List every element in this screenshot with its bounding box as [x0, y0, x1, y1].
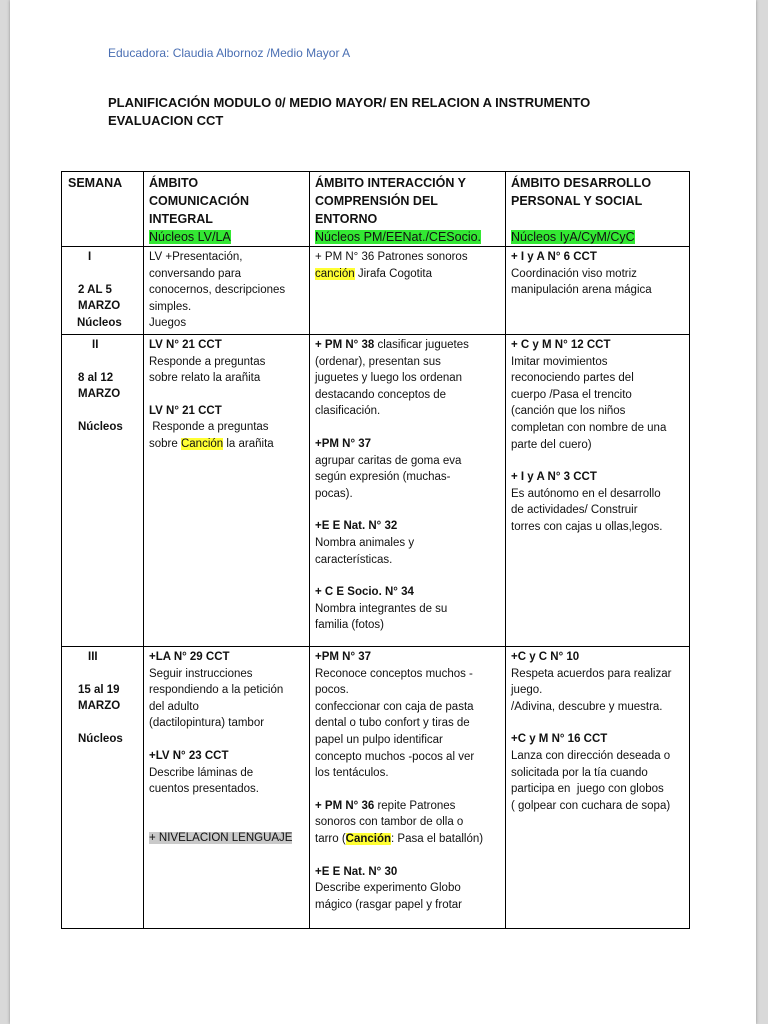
activity-text: papel un pulpo identificar — [315, 733, 443, 746]
activity-text: cuerpo /Pasa el trencito — [511, 388, 632, 401]
activity-text: Responde a preguntas — [149, 421, 269, 434]
header-desarrollo — [506, 172, 690, 247]
week-number: III — [88, 651, 98, 663]
week-number: I — [88, 251, 92, 263]
activity-text: Describe experimento Globo — [315, 882, 461, 895]
activity-text: repite Patrones — [374, 799, 456, 812]
comunicacion-cell — [144, 647, 310, 929]
activity-text: manipulación arena mágica — [511, 284, 652, 297]
comunicacion-cell — [144, 247, 310, 335]
activity-text: participa en juego con globos — [511, 783, 664, 796]
week-nucleos: Núcleos — [77, 316, 122, 329]
table-header-row — [62, 172, 690, 247]
nucleos-highlight: Núcleos PM/EENat./CESocio. — [315, 230, 482, 244]
header-semana — [62, 172, 144, 247]
activity-text: Lanza con dirección deseada o — [511, 749, 671, 762]
week-nucleos: Núcleos — [78, 420, 123, 433]
activity-text: clasificación. — [315, 405, 381, 418]
activity-text: (dactilopintura) tambor — [149, 717, 265, 730]
document-page — [10, 0, 756, 1024]
activity-code: +E E Nat. N° 30 — [315, 865, 398, 878]
header-text: ENTORNO — [315, 212, 378, 226]
activity-text: según expresión (muchas- — [315, 471, 451, 484]
activity-text: Reconoce conceptos muchos - — [315, 667, 473, 680]
interaccion-cell — [310, 647, 506, 929]
activity-code: +PM N° 37 — [315, 651, 372, 663]
week-month: MARZO — [78, 300, 121, 313]
activity-text: Seguir instrucciones — [149, 667, 253, 680]
activity-code: +LV N° 23 CCT — [149, 749, 229, 762]
activity-code: LV N° 21 CCT — [149, 404, 222, 417]
activity-text: Imitar movimientos — [511, 355, 608, 368]
header-semana-label: SEMANA — [68, 176, 123, 190]
activity-text: agrupar caritas de goma eva — [315, 454, 462, 467]
desarrollo-cell — [506, 647, 690, 929]
activity-text: destacando conceptos de — [315, 388, 447, 401]
activity-code: + C y M N° 12 CCT — [511, 339, 611, 351]
activity-text: sonoros con tambor de olla o — [315, 816, 464, 829]
activity-text: respondiendo a la petición — [149, 684, 284, 697]
header-text: COMPRENSIÓN DEL — [315, 194, 438, 208]
activity-text: la arañita — [223, 437, 274, 450]
header-text: INTEGRAL — [149, 212, 213, 226]
activity-text: : Pasa el batallón) — [391, 832, 484, 845]
desarrollo-cell — [506, 247, 690, 335]
activity-code: + I y A N° 6 CCT — [511, 251, 597, 263]
activity-code: + C E Socio. N° 34 — [315, 586, 414, 599]
activity-text: juego. — [511, 684, 543, 697]
header-text: ÁMBITO — [149, 176, 199, 190]
week-cell — [62, 247, 144, 335]
activity-text: sobre relato la arañita — [149, 372, 261, 385]
week-nucleos: Núcleos — [78, 732, 123, 745]
activity-code: + PM N° 38 — [315, 339, 375, 351]
activity-text: conversando para — [149, 267, 242, 280]
activity-text: clasificar juguetes — [374, 339, 469, 351]
week-dates: 15 al 19 — [78, 683, 120, 696]
header-text: ÁMBITO DESARROLLO — [511, 176, 652, 190]
activity-code: LV N° 21 CCT — [149, 339, 222, 351]
activity-text: de actividades/ Construir — [511, 504, 638, 517]
activity-text: Coordinación viso motriz — [511, 267, 637, 280]
header-interaccion — [310, 172, 506, 247]
activity-code: + PM N° 36 — [315, 799, 375, 812]
activity-code: +C y M N° 16 CCT — [511, 733, 608, 746]
week-month: MARZO — [78, 388, 121, 401]
activity-text: Juegos — [149, 317, 187, 330]
nucleos-highlight: Núcleos LV/LA — [149, 230, 231, 244]
activity-text: tarro ( — [315, 832, 346, 845]
activity-text: juguetes y luego los ordenan — [315, 372, 463, 385]
activity-text: Nombra animales y — [315, 536, 415, 549]
activity-code: +E E Nat. N° 32 — [315, 520, 398, 533]
activity-text: Es autónomo en el desarrollo — [511, 487, 661, 500]
activity-text: parte del cuero) — [511, 438, 592, 451]
cancion-highlight: Canción — [345, 832, 392, 845]
activity-text: características. — [315, 553, 393, 566]
table-row — [62, 247, 690, 335]
planning-table — [61, 171, 690, 929]
week-number: II — [92, 339, 99, 351]
educadora-line: Educadora: Claudia Albornoz /Medio Mayor A — [108, 46, 351, 60]
activity-text: pocos. — [315, 684, 349, 697]
week-dates: 8 al 12 — [78, 371, 114, 384]
activity-text: mágico (rasgar papel y frotar — [315, 898, 463, 911]
activity-text: sobre — [149, 437, 181, 450]
cancion-highlight: Canción — [180, 437, 224, 450]
activity-text: concepto muchos -pocos al ver — [315, 750, 475, 763]
activity-text: familia (fotos) — [315, 619, 385, 632]
header-comunicacion — [144, 172, 310, 247]
activity-code: +LA N° 29 CCT — [149, 651, 230, 663]
activity-code: +PM N° 37 — [315, 437, 372, 450]
activity-text: (canción que los niños — [511, 405, 626, 418]
activity-text: LV +Presentación, — [149, 251, 243, 263]
activity-text: ( golpear con cuchara de sopa) — [511, 799, 671, 812]
activity-text: Respeta acuerdos para realizar — [511, 667, 672, 680]
week-dates: 2 AL 5 — [78, 283, 112, 296]
activity-text: confeccionar con caja de pasta — [315, 700, 474, 713]
nucleos-highlight: Núcleos IyA/CyM/CyC — [511, 230, 635, 244]
activity-text: torres con cajas u ollas,legos. — [511, 520, 663, 533]
table-row — [62, 647, 690, 929]
title-line-2: EVALUACION CCT — [108, 113, 224, 128]
activity-text: Jirafa Cogotita — [354, 267, 432, 280]
activity-text: dental o tubo confort y tiras de — [315, 717, 470, 730]
activity-text: Nombra integrantes de su — [315, 602, 448, 615]
activity-text: simples. — [149, 300, 192, 313]
activity-text: conocernos, descripciones — [149, 284, 286, 297]
activity-text: (ordenar), presentan sus — [315, 355, 441, 368]
week-month: MARZO — [78, 700, 121, 713]
activity-text: los tentáculos. — [315, 767, 389, 780]
interaccion-cell — [310, 335, 506, 647]
desarrollo-cell — [506, 335, 690, 647]
activity-code: + I y A N° 3 CCT — [511, 471, 597, 484]
activity-text: reconociendo partes del — [511, 372, 634, 385]
activity-text: cuentos presentados. — [149, 783, 259, 796]
cancion-highlight: canción — [315, 267, 355, 280]
week-cell — [62, 335, 144, 647]
activity-text: solicitada por la tía cuando — [511, 766, 648, 779]
interaccion-cell — [310, 247, 506, 335]
week-cell — [62, 647, 144, 929]
activity-text: + PM N° 36 Patrones sonoros — [315, 251, 468, 263]
document-title — [108, 94, 668, 130]
activity-text: Responde a preguntas — [149, 355, 266, 368]
header-text: ÁMBITO INTERACCIÓN Y — [315, 176, 466, 190]
activity-text: completan con nombre de una — [511, 421, 667, 434]
activity-code: +C y C N° 10 — [511, 651, 580, 663]
activity-text: pocas). — [315, 487, 353, 500]
title-line-1: PLANIFICACIÓN MODULO 0/ MEDIO MAYOR/ EN RELACION A INSTRUMENTO — [108, 95, 591, 110]
activity-text: /Adivina, descubre y muestra. — [511, 700, 663, 713]
table-row — [62, 335, 690, 647]
activity-text: del adulto — [149, 700, 199, 713]
comunicacion-cell — [144, 335, 310, 647]
nivelacion-highlight: + NIVELACION LENGUAJE — [149, 831, 293, 844]
activity-text: Describe láminas de — [149, 766, 254, 779]
header-text: COMUNICACIÓN — [149, 194, 249, 208]
header-text: PERSONAL Y SOCIAL — [511, 194, 643, 208]
